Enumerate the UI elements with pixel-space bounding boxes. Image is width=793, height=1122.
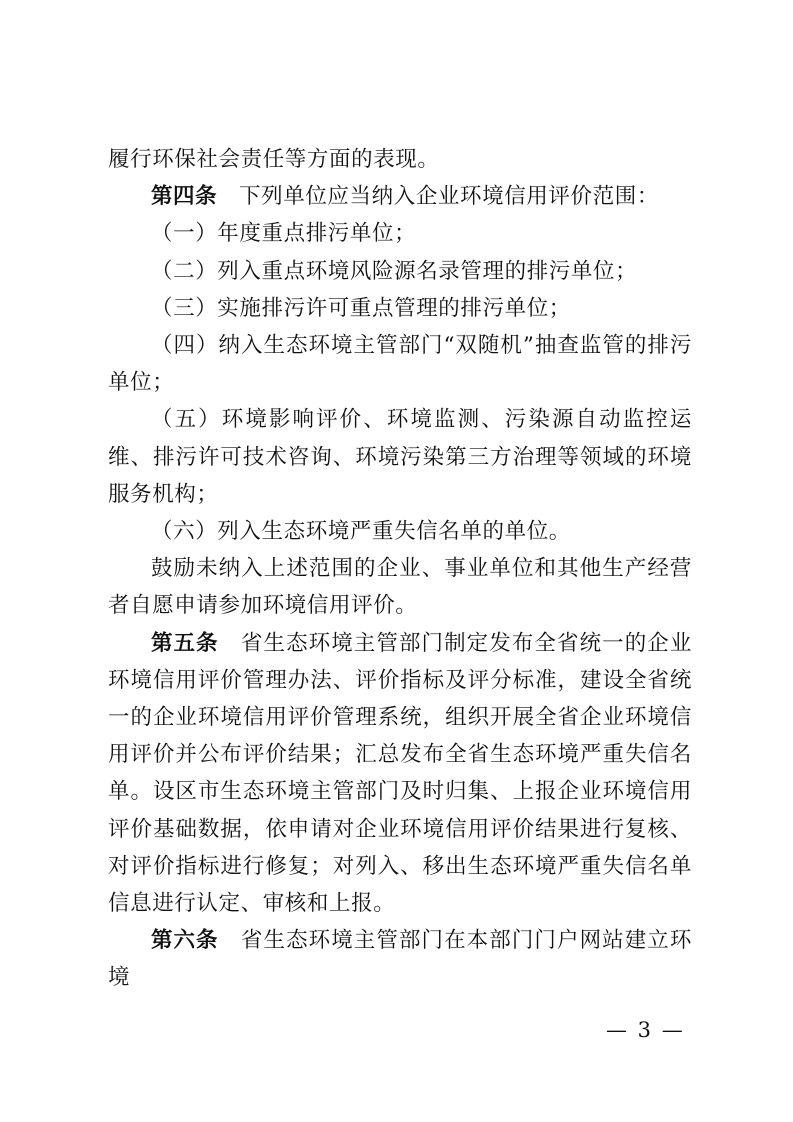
page-number: — 3 — (606, 1018, 685, 1042)
list-item-text: （一）年度重点排污单位； (151, 221, 417, 247)
list-item-2 (108, 253, 692, 290)
paragraph-continuation (108, 141, 692, 178)
list-item-1 (108, 215, 692, 252)
encouragement-paragraph (108, 550, 692, 624)
article-5-heading: 第五条 (151, 630, 219, 656)
list-item-6 (108, 513, 692, 550)
article-6-heading: 第六条 (151, 928, 219, 954)
article-6-text: 省生态环境主管部门在本部门门户网站建立环境 (108, 928, 692, 991)
paragraph-text: 履行环保社会责任等方面的表现。 (108, 147, 440, 172)
article-4-text: 下列单位应当纳入企业环境信用评价范围： (239, 184, 659, 210)
list-item-text: （五）环境影响评价、环境监测、污染源自动监控运维、排污许可技术咨询、环境污染第三方治理等领域的环境服务机构； (108, 407, 692, 507)
article-4-heading: 第四条 (151, 184, 218, 210)
list-item-4 (108, 327, 692, 401)
list-item-3 (108, 290, 692, 327)
list-item-5 (108, 401, 692, 513)
article-4 (108, 178, 692, 215)
list-item-text: （二）列入重点环境风险源名录管理的排污单位； (151, 258, 638, 284)
paragraph-text: 鼓励未纳入上述范围的企业、事业单位和其他生产经营者自愿申请参加环境信用评价。 (108, 556, 692, 619)
article-5-text: 省生态环境主管部门制定发布全省统一的企业环境信用评价管理办法、评价指标及评分标准，建设全省统一的企业环境信用评价管理系统，组织开展全省企业环境信用评价并公布评价结果；汇总发布全省生态环境严重失信名单。设区市生态环境主管部门及时归集、上报企业环境信用评价基础数据，依申请对企业环境信用评价结果进行复核、对评价指标进行修复；对列入、移出生态环境严重失信名单信息进行认定、审核和上报。 (108, 630, 692, 917)
list-item-text: （三）实施排污许可重点管理的排污单位； (151, 295, 571, 321)
article-5 (108, 625, 692, 923)
list-item-text: （六）列入生态环境严重失信名单的单位。 (151, 519, 571, 545)
list-item-text: （四）纳入生态环境主管部门“双随机”抽查监管的排污单位； (108, 333, 692, 396)
document-body (108, 141, 692, 997)
article-6 (108, 922, 692, 996)
